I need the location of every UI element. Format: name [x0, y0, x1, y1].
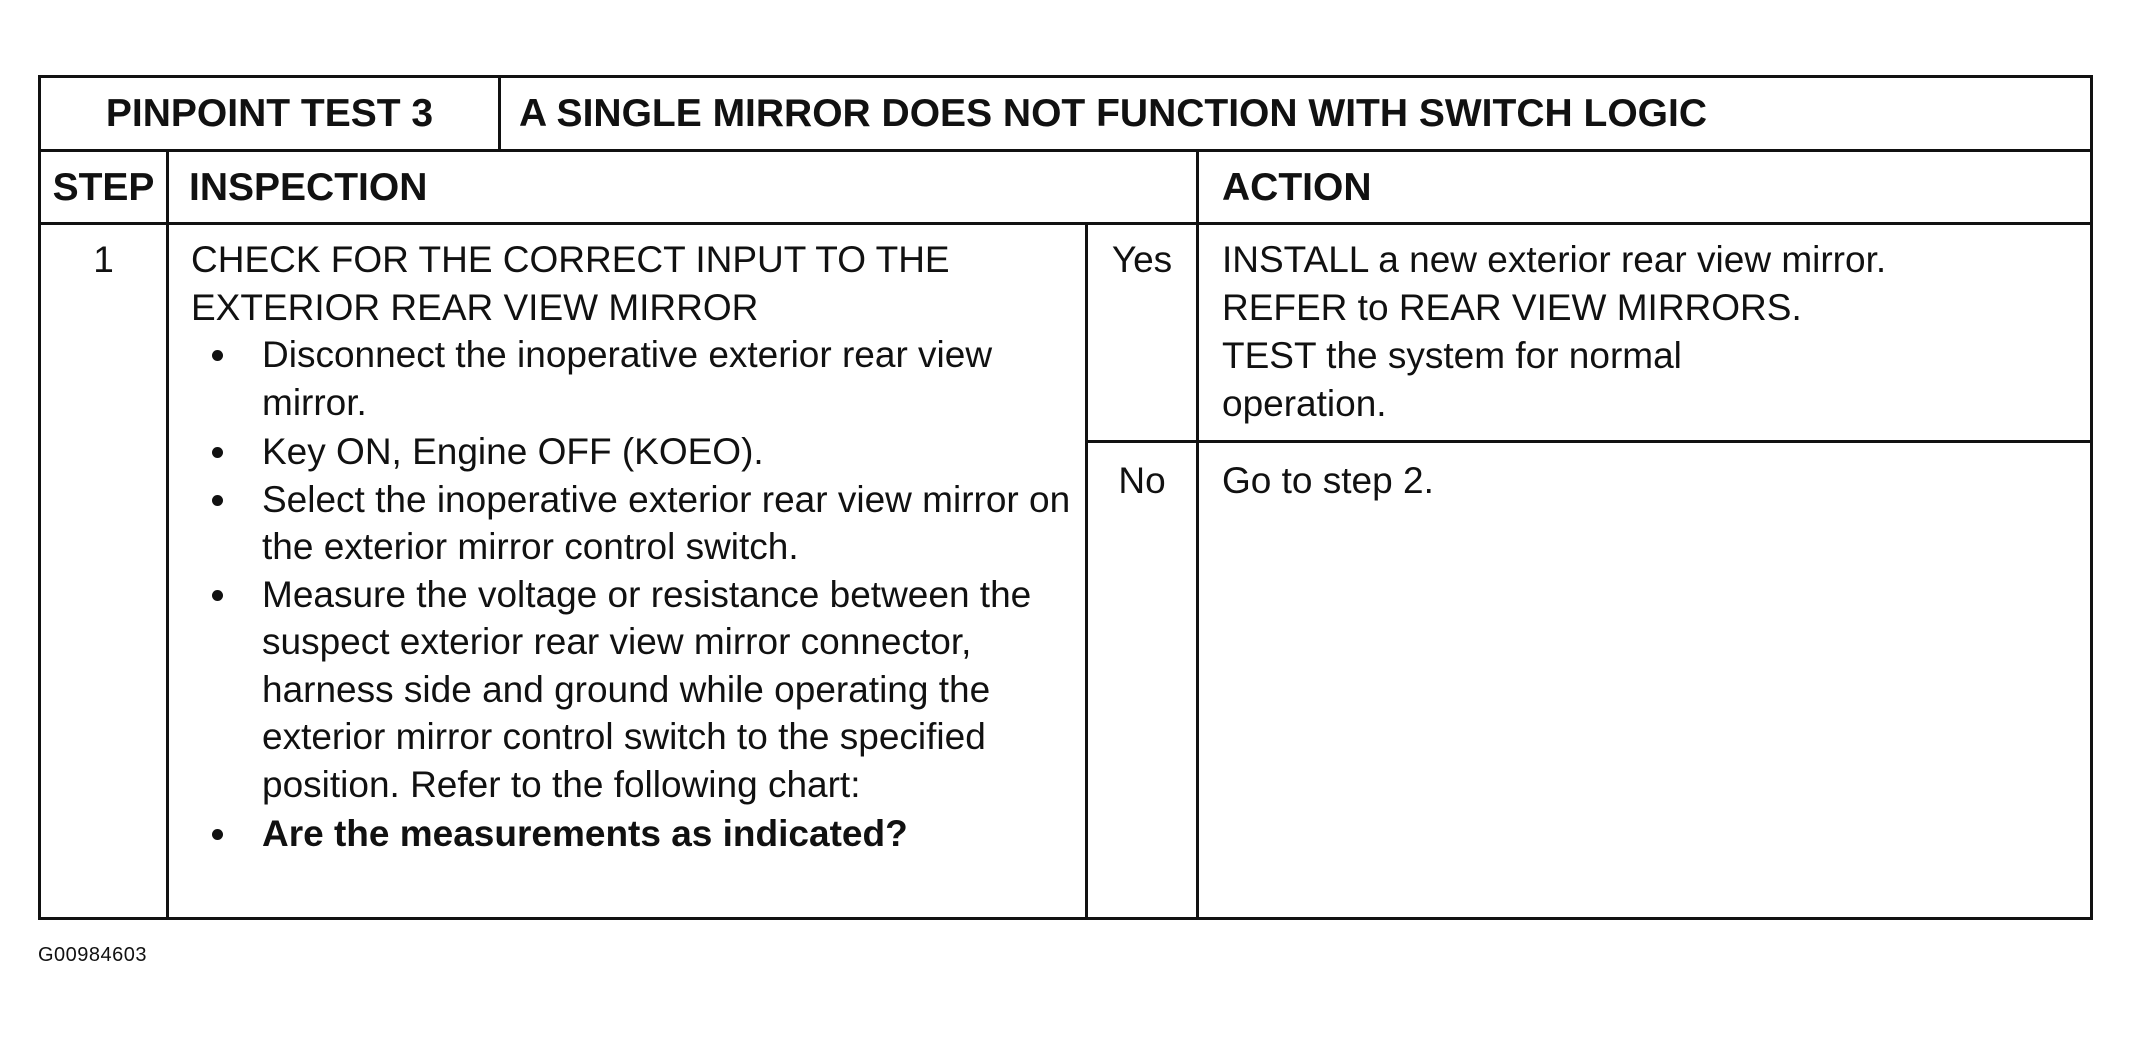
bullet-icon: [212, 447, 223, 458]
title-divider: [498, 78, 501, 149]
action-line: REFER to REAR VIEW MIRRORS.: [1222, 287, 1802, 328]
answer-yes: Yes: [1111, 239, 1173, 280]
test-title: A SINGLE MIRROR DOES NOT FUNCTION WITH SWITCH LOGIC: [519, 92, 1707, 135]
bullet-icon: [212, 829, 223, 840]
list-item: [191, 571, 1081, 809]
inspection-steps-list: [191, 331, 1081, 858]
inspection-cell: [191, 236, 1081, 858]
action-line: INSTALL a new exterior rear view mirror.: [1222, 239, 1887, 280]
column-header-divider: [41, 222, 2090, 225]
bullet-icon: [212, 350, 223, 361]
step-number: 1: [93, 239, 114, 280]
outcome-divider: [1085, 440, 2090, 443]
list-item: [191, 476, 1081, 571]
inspection-question: Are the measurements as indicated?: [262, 813, 908, 854]
bullet-icon: [212, 590, 223, 601]
figure-id: G00984603: [38, 944, 148, 966]
action-column-divider: [1196, 149, 1199, 917]
step-column-divider: [166, 149, 169, 917]
list-item: [191, 810, 1081, 858]
list-item-text: Key ON, Engine OFF (KOEO).: [262, 431, 764, 472]
inspection-heading: CHECK FOR THE CORRECT INPUT TO THE EXTERIOR REAR VIEW MIRROR: [191, 239, 950, 328]
action-line: TEST the system for normal: [1222, 335, 1682, 376]
answer-no: No: [1118, 460, 1166, 501]
list-item-text: Disconnect the inoperative exterior rear view mirror.: [262, 334, 993, 423]
list-item: [191, 428, 1081, 476]
pinpoint-test-table: [38, 75, 2093, 920]
test-number: PINPOINT TEST 3: [105, 92, 434, 135]
action-column-header: ACTION: [1222, 166, 1372, 209]
inspection-column-header: INSPECTION: [189, 166, 428, 209]
action-no: [1222, 457, 2082, 505]
action-line: operation.: [1222, 383, 1387, 424]
step-column-header: STEP: [52, 166, 155, 209]
list-item: [191, 331, 1081, 426]
action-yes: [1222, 236, 2082, 428]
list-item-text: Measure the voltage or resistance between the suspect exterior rear view mirror connector, harness side and ground while operating the exterior mirror control switch to the specified position. Refer to the following chart:: [262, 573, 1032, 805]
bullet-icon: [212, 495, 223, 506]
action-line: Go to step 2.: [1222, 460, 1434, 501]
answer-column-divider: [1085, 225, 1088, 917]
list-item-text: Select the inoperative exterior rear view mirror on the exterior mirror control switch.: [262, 478, 1071, 567]
